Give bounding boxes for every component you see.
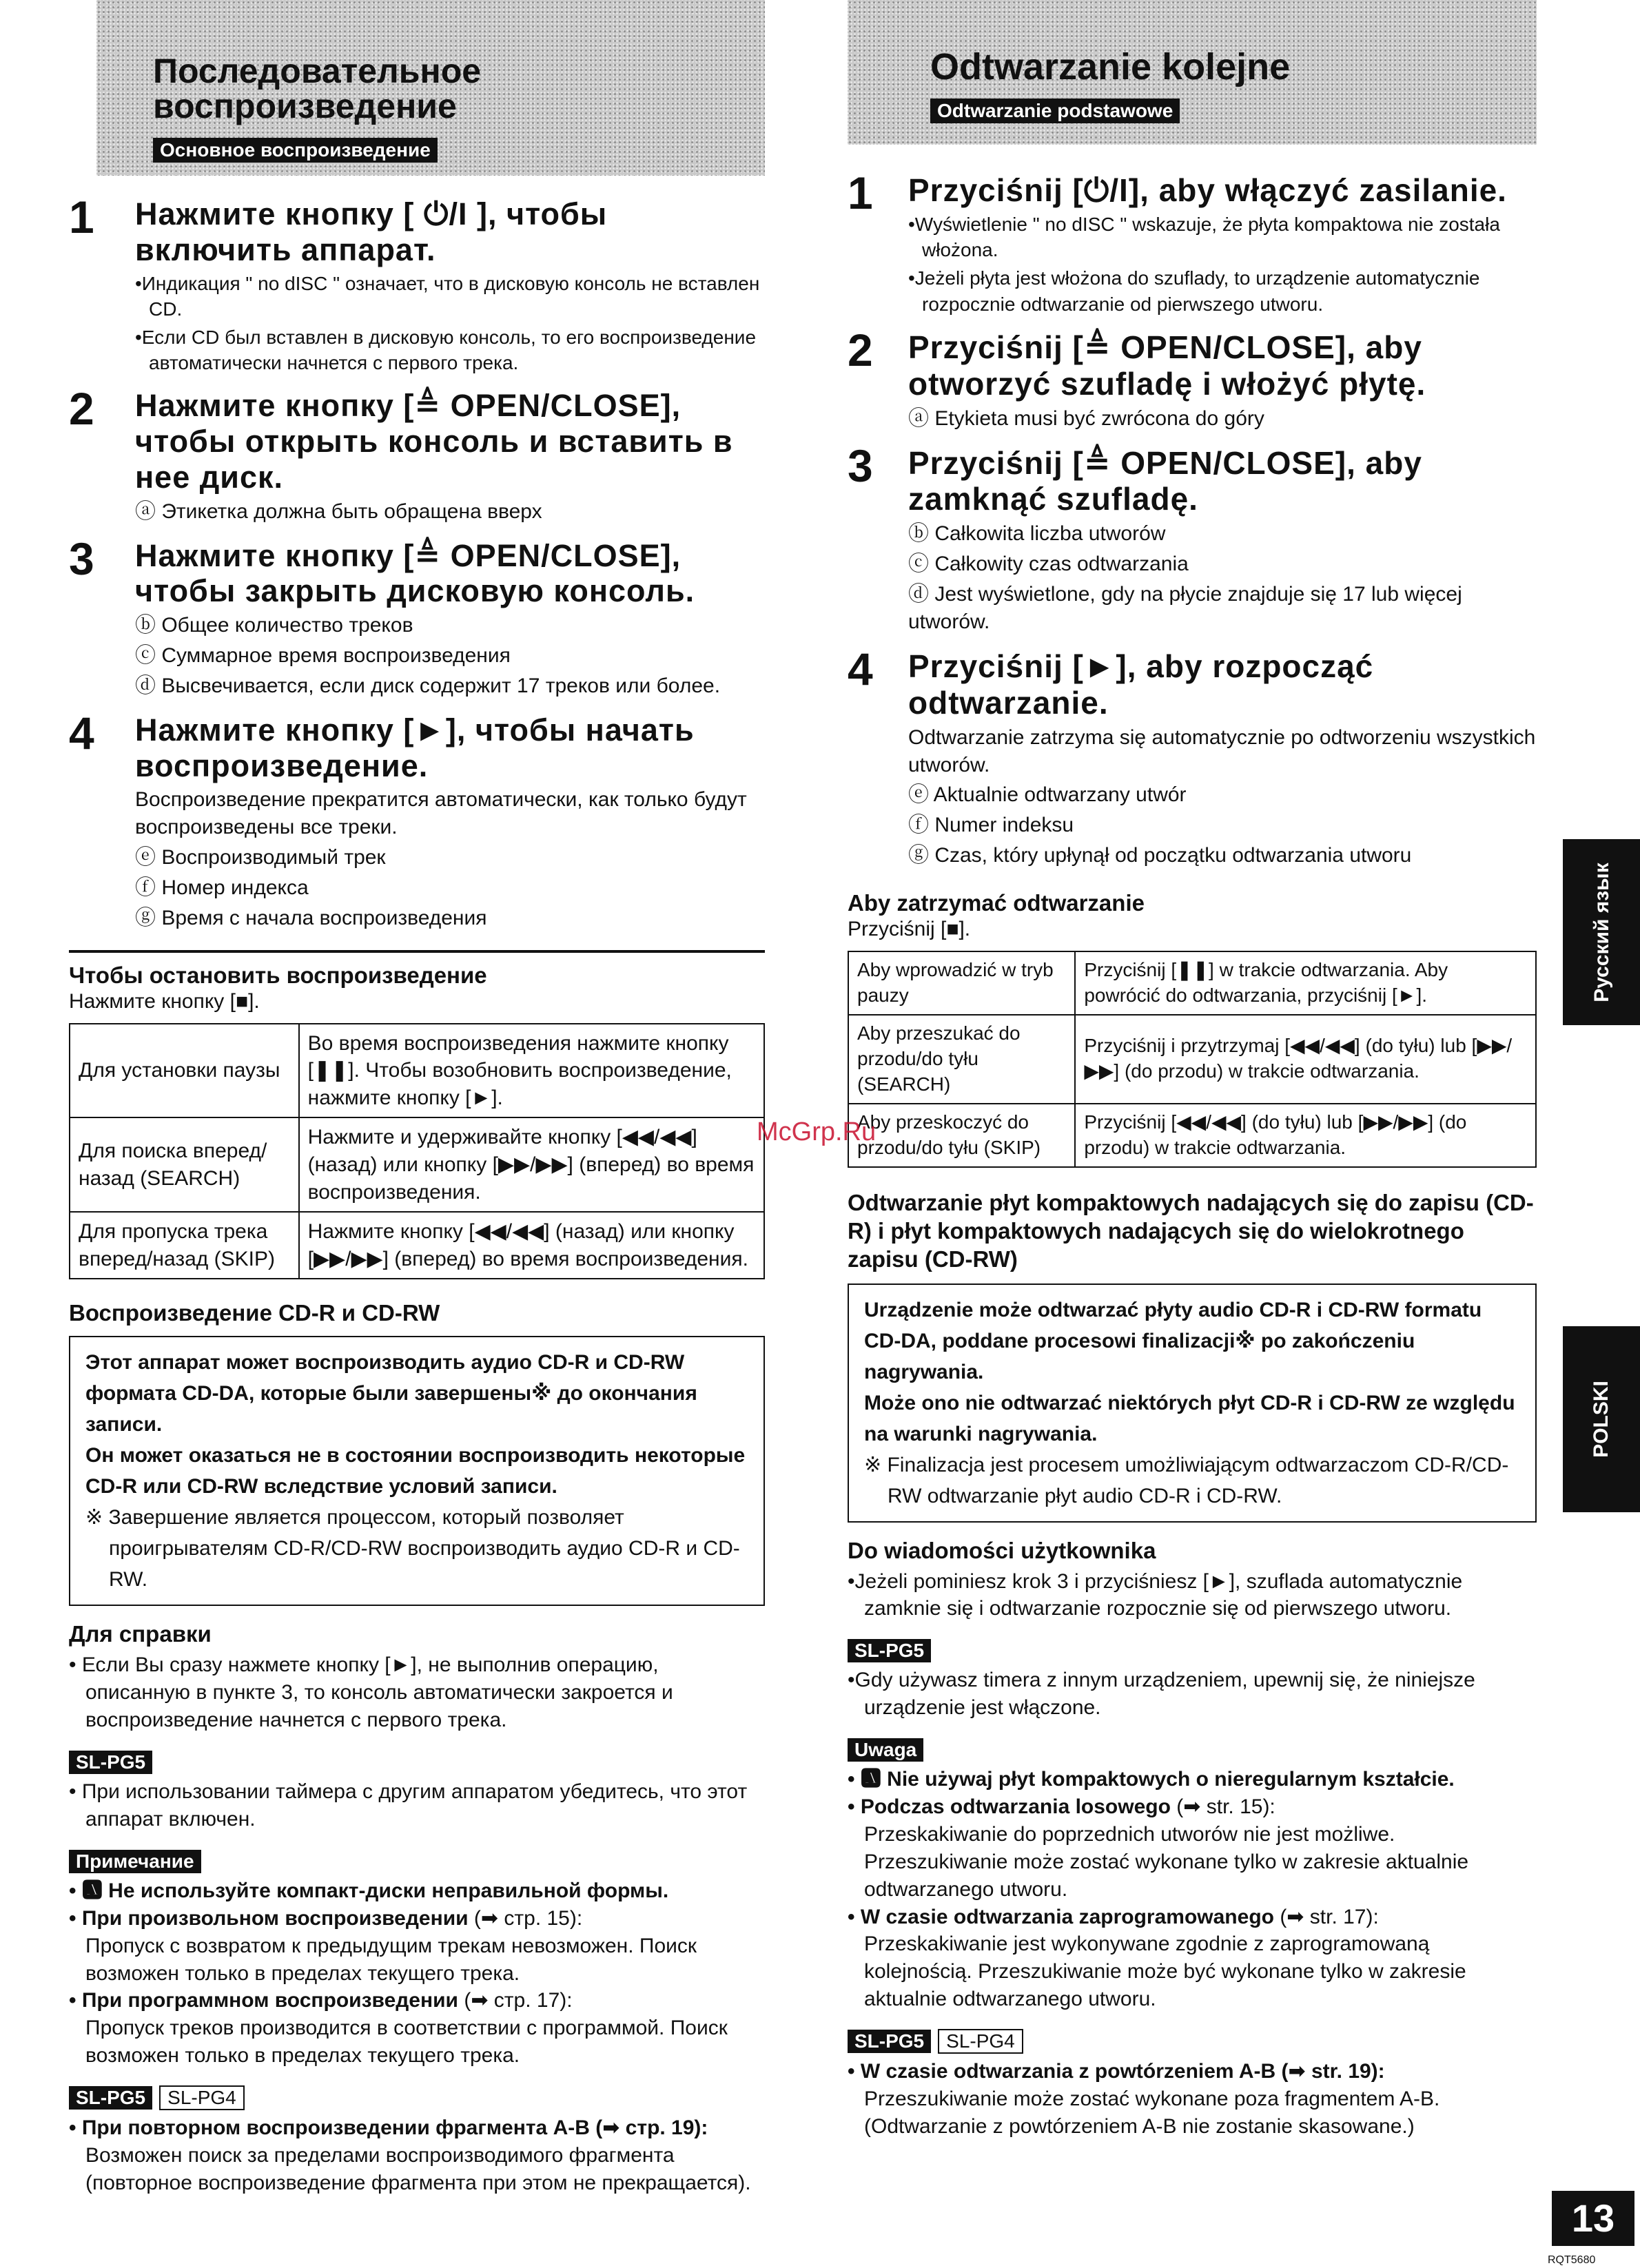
left-note-tag: Примечание	[69, 1850, 201, 1873]
page-number: 13	[1552, 2191, 1634, 2246]
polish-column	[848, 0, 1537, 2141]
left-ref-heading: Для справки	[69, 1621, 212, 1647]
right-header	[848, 0, 1537, 145]
table-row: Для поиска вперед/ назад (SEARCH) Нажмите и удерживайте кнопку [◀◀/◀◀] (назад) или кнопку [▶▶/▶▶] (вперед) во время воспроизведения.	[70, 1117, 764, 1212]
left-page-title: Последовательное воспроизведение	[153, 52, 482, 125]
right-notes: • 🅰 Nie używaj płyt kompaktowych o nieregularnym kształcie. • Podczas odtwarzania losowego (➡ str. 15): Przeskakiwanie do poprzednich utworów nie jest możliwe. Przeszukiwanie może zostać wykonane tylko w zakresie aktualnie odtwarzanego utworu. • W czasie odtwarzania zaprogramowanego (➡ str. 17): Przeskakiwanie jest wykonywane zgodnie z zaprogramowaną kolejnością. Przeszukiwanie może być wykonane tylko w zakresie aktualnie odtwarzanego utworu.	[848, 1768, 1469, 2011]
right-step-1: 1 Przyciśnij [⏻/I], aby włączyć zasilanie. •Wyświetlenie " no dISC " wskazuje, że płyta kompaktowa nie została włożona. •Jeżeli płyta jest włożona do szuflady, to urządzenie automatycznie rozpocznie odtwarzanie od pierwszego utworu.	[848, 167, 1507, 315]
right-step-2: 2 Przyciśnij [≜ OPEN/CLOSE], aby otworzyć szufladę i włożyć płytę. ⓐ Etykieta musi być zwrócona do góry	[848, 324, 1426, 430]
left-operations-table	[69, 1023, 765, 1280]
right-steps	[848, 167, 1537, 869]
left-cdr-box: Этот аппарат может воспроизводить аудио CD-R и CD-RW формата CD-DA, которые были завершены※ до окончания записи. Он может оказаться не в состоянии воспроизводить некоторые CD-R или CD-RW вследствие условий записи. ※ Завершение является процессом, который позволяет проигрывателям CD-R/CD-RW воспроизводить аудио CD-R и CD-RW.	[69, 1336, 765, 1606]
left-step-4: 4 Нажмите кнопку [►], чтобы начать воспроизведение. Воспроизведение прекратится автоматически, как только будут воспроизведены все треки. ⓔ Воспроизводимый трек ⓕ Номер индекса ⓖ Время с начала воспроизведения	[69, 707, 747, 929]
left-pg5-text: • При использовании таймера с другим аппаратом убедитесь, что этот аппарат включен.	[69, 1780, 748, 1831]
left-stop-heading: Чтобы остановить воспроизведение	[69, 962, 487, 988]
left-ref-text: • Если Вы сразу нажмете кнопку [►], не выполнив операцию, описанную в пункте 3, то консоль автоматически закроется и воспроизведение начнется с первого трека.	[69, 1653, 673, 1732]
russian-column	[69, 0, 765, 2197]
right-step-3: 3 Przyciśnij [≜ OPEN/CLOSE], aby zamknąć szufladę. ⓑ Całkowita liczba utworów ⓒ Całkowity czas odtwarzania ⓓ Jest wyświetlone, gdy na płycie znajduje się 17 lub więcej utworów.	[848, 440, 1462, 633]
left-header	[96, 0, 765, 176]
table-row: Для установки паузы Во время воспроизведения нажмите кнопку [❚❚]. Чтобы возобновить воспроизведение, нажмите кнопку [►].	[70, 1024, 764, 1118]
table-row: Aby przeskoczyć do przodu/do tyłu (SKIP) Przyciśnij [◀◀/◀◀] (do tyłu) lub [▶▶/▶▶] (do przodu) w trakcie odtwarzania.	[848, 1104, 1536, 1167]
right-ref-text: •Jeżeli pominiesz krok 3 i przyciśniesz [►], szuflada automatycznie zamknie się i odtwarzanie rozpocznie się od pierwszego utworu.	[848, 1569, 1463, 1620]
right-tag-pg4: SL-PG4	[938, 2029, 1023, 2054]
table-row: Aby wprowadzić w tryb pauzy Przyciśnij [❚❚] w trakcie odtwarzania. Aby powrócić do odtwarzania, przyciśnij [►].	[848, 951, 1536, 1015]
right-subtitle: Odtwarzanie podstawowe	[930, 99, 1180, 123]
left-ab-lead: • При повторном воспроизведении фрагмента A-B (➡ стр. 19):	[69, 2116, 708, 2140]
left-tag-pg5: SL-PG5	[69, 1751, 152, 1774]
left-steps	[69, 192, 765, 932]
right-tag-pg5-b: SL-PG5	[848, 2030, 931, 2053]
right-ab-lead: • W czasie odtwarzania z powtórzeniem A-B (➡ str. 19):	[848, 2060, 1385, 2083]
left-divider	[69, 950, 765, 953]
left-step-2: 2 Нажмите кнопку [≜ OPEN/CLOSE], чтобы открыть консоль и вставить в нее диск. ⓐ Этикетка должна быть обращена вверх	[69, 383, 733, 523]
left-cdr-heading: Воспроизведение CD-R и CD-RW	[69, 1300, 440, 1326]
watermark: McGrp.Ru	[757, 1117, 877, 1146]
left-notes: • 🅰 Не используйте компакт-диски неправильной формы. • При произвольном воспроизведении (➡ стр. 15): Пропуск с возвратом к предыдущим трекам невозможен. Поиск возможен только в пределах текущего трека. • При программном воспроизведении (➡ стр. 17): Пропуск треков производится в соответствии с программой. Поиск возможен только в пределах текущего трека.	[69, 1879, 728, 2068]
right-cdr-heading: Odtwarzanie płyt kompaktowych nadających się do zapisu (CD-R) i płyt kompaktowych nadających się do wielokrotnego zapisu (CD-RW)	[848, 1189, 1534, 1272]
left-stop-sub: Нажмите кнопку [■].	[69, 989, 260, 1013]
left-tag-pg4: SL-PG4	[159, 2085, 245, 2110]
right-cdr-box: Urządzenie może odtwarzać płyty audio CD-R i CD-RW formatu CD-DA, poddane procesowi finalizacji※ po zakończeniu nagrywania. Może ono nie odtwarzać niektórych płyt CD-R i CD-RW ze względu na warunki nagrywania. ※ Finalizacja jest procesem umożliwiającym odtwarzaczom CD-R/CD-RW odtwarzanie płyt audio CD-R i CD-RW.	[848, 1284, 1537, 1523]
left-subtitle: Основное воспроизведение	[153, 138, 438, 163]
left-tag-pg5-b: SL-PG5	[69, 2086, 152, 2110]
right-ref-heading: Do wiadomości użytkownika	[848, 1537, 1156, 1563]
right-note-tag: Uwaga	[848, 1738, 923, 1762]
page-code: RQT5680	[1548, 2254, 1596, 2266]
left-step-1: 1 Нажмите кнопку [ ⏻/I ], чтобы включить аппарат. •Индикация " no dISC " означает, что в дисковую консоль не вставлен CD. •Если CD был вставлен в дисковую консоль, то его воспроизведение автоматически начнется с первого трека.	[69, 192, 760, 374]
right-stop-heading: Aby zatrzymać odtwarzanie	[848, 890, 1145, 916]
language-tab-russian: Русский язык	[1563, 839, 1640, 1025]
right-pg5-text: •Gdy używasz timera z innym urządzeniem, upewnij się, że niniejsze urządzenie jest włączone.	[848, 1669, 1475, 1720]
right-ab-body: Przeszukiwanie może zostać wykonane poza fragmentem A-B. (Odtwarzanie z powtórzeniem A-B nie zostanie skasowane.)	[864, 2087, 1440, 2138]
left-step-3: 3 Нажмите кнопку [≜ OPEN/CLOSE], чтобы закрыть дисковую консоль. ⓑ Общее количество треков ⓒ Суммарное время воспроизведения ⓓ Высвечивается, если диск содержит 17 треков или более.	[69, 533, 721, 697]
right-stop-sub: Przyciśnij [■].	[848, 918, 971, 941]
right-step-4: 4 Przyciśnij [►], aby rozpocząć odtwarzanie. Odtwarzanie zatrzyma się automatycznie po odtworzeniu wszystkich utworów. ⓔ Aktualnie odtwarzany utwór ⓕ Numer indeksu ⓖ Czas, który upłynął od początku odtwarzania utworu	[848, 643, 1536, 867]
left-ab-body: Возможен поиск за пределами воспроизводимого фрагмента (повторное воспроизведение фрагмента при этом не прекращается).	[85, 2144, 751, 2194]
right-tag-pg5: SL-PG5	[848, 1639, 931, 1662]
right-operations-table	[848, 951, 1537, 1168]
right-page-title: Odtwarzanie kolejne	[930, 46, 1291, 87]
language-tab-polish: POLSKI	[1563, 1326, 1640, 1512]
table-row: Для пропуска трека вперед/назад (SKIP) Нажмите кнопку [◀◀/◀◀] (назад) или кнопку [▶▶/▶▶] (вперед) во время воспроизведения.	[70, 1212, 764, 1279]
table-row: Aby przeszukać do przodu/do tyłu (SEARCH) Przyciśnij i przytrzymaj [◀◀/◀◀] (do tyłu) lub [▶▶/▶▶] (do przodu) w trakcie odtwarzania.	[848, 1015, 1536, 1104]
